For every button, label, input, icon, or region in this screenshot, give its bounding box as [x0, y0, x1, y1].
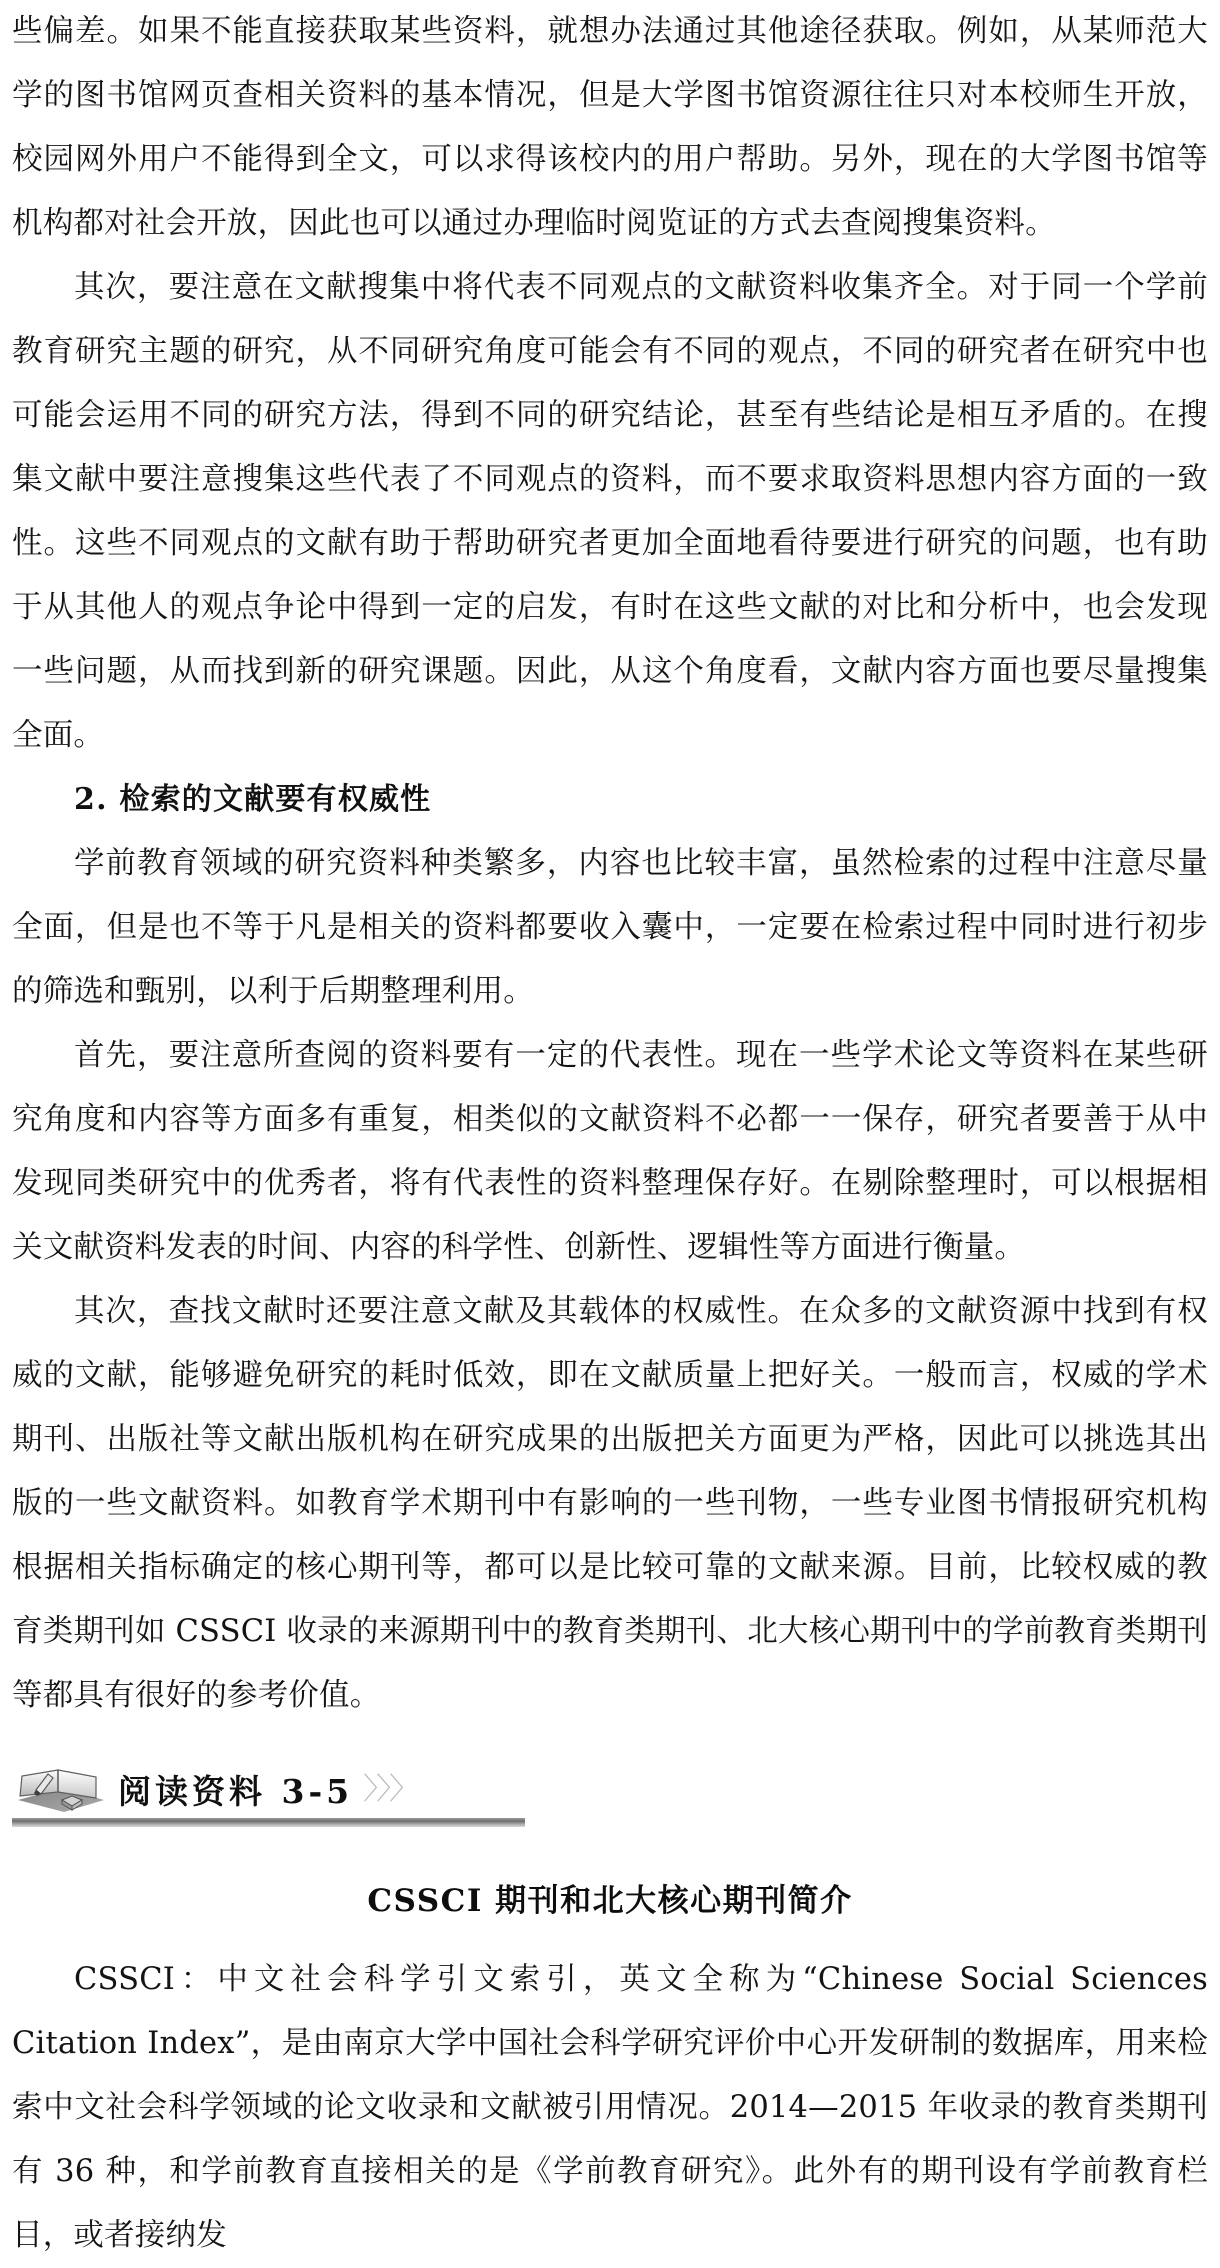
- numbered-subheading: 2. 检索的文献要有权威性: [74, 782, 432, 817]
- body-paragraph: 其次，查找文献时还要注意文献及其载体的权威性。在众多的文献资源中找到有权威的文献，能够避免研究的耗时低效，即在文献质量上把好关。一般而言，权威的学术期刊、出版社等文献出版机构在研究成果的出版把关方面更为严格，因此可以挑选其出版的一些文献资料。如教育学术期刊中有影响的一些刊物，一些专业图书情报研究机构根据相关指标确定的核心期刊等，都可以是比较可靠的文献来源。目前，比较权威的教育类期刊如 CSSCI 收录的来源期刊中的教育类期刊、北大核心期刊中的学前教育类期刊等都具有很好的参考价值。: [12, 1294, 1208, 1713]
- reading-material-banner: [12, 1758, 1208, 1834]
- open-book-with-pen-icon: [12, 1760, 108, 1814]
- body-paragraph: 些偏差。如果不能直接获取某些资料，就想办法通过其他途径获取。例如，从某师范大学的图书馆网页查相关资料的基本情况，但是大学图书馆资源往往只对本校师生开放，校园网外用户不能得到全文，可以求得该校内的用户帮助。另外，现在的大学图书馆等机构都对社会开放，因此也可以通过办理临时阅览证的方式去查阅搜集资料。: [12, 14, 1208, 241]
- chevron-right-icon: 〉〉〉: [363, 1772, 418, 1807]
- body-paragraph: 首先，要注意所查阅的资料要有一定的代表性。现在一些学术论文等资料在某些研究角度和内容等方面多有重复，相类似的文献资料不必都一一保存，研究者要善于从中发现同类研究中的优秀者，将有代表性的资料整理保存好。在剔除整理时，可以根据相关文献资料发表的时间、内容的科学性、创新性、逻辑性等方面进行衡量。: [12, 1038, 1208, 1265]
- body-paragraph: 学前教育领域的研究资料种类繁多，内容也比较丰富，虽然检索的过程中注意尽量全面，但是也不等于凡是相关的资料都要收入囊中，一定要在检索过程中同时进行初步的筛选和甄别，以利于后期整理利用。: [12, 846, 1208, 1009]
- body-paragraph: 其次，要注意在文献搜集中将代表不同观点的文献资料收集齐全。对于同一个学前教育研究主题的研究，从不同研究角度可能会有不同的观点，不同的研究者在研究中也可能会运用不同的研究方法，得到不同的研究结论，甚至有些结论是相互矛盾的。在搜集文献中要注意搜集这些代表了不同观点的资料，而不要求取资料思想内容方面的一致性。这些不同观点的文献有助于帮助研究者更加全面地看待要进行研究的问题，也有助于从其他人的观点争论中得到一定的启发，有时在这些文献的对比和分析中，也会发现一些问题，从而找到新的研究课题。因此，从这个角度看，文献内容方面也要尽量搜集全面。: [12, 270, 1208, 753]
- section-title: CSSCI 期刊和北大核心期刊简介: [367, 1883, 853, 1919]
- banner-divider: [12, 1818, 525, 1827]
- body-paragraph: CSSCI：中文社会科学引文索引，英文全称为“Chinese Social Sciences Citation Index”，是由南京大学中国社会科学研究评价中心开发研制的数据库，用来检索中文社会科学领域的论文收录和文献被引用情况。2014—2015 年收录的教育类期刊有 36 种，和学前教育直接相关的是《学前教育研究》。此外有的期刊设有学前教育栏目，或者接纳发: [12, 1962, 1208, 2253]
- banner-title: 阅读资料 3-5: [118, 1772, 354, 1811]
- banner-row: [12, 1758, 1208, 1814]
- page-content-column: [12, 0, 1208, 2268]
- spacer: [12, 1926, 1208, 1948]
